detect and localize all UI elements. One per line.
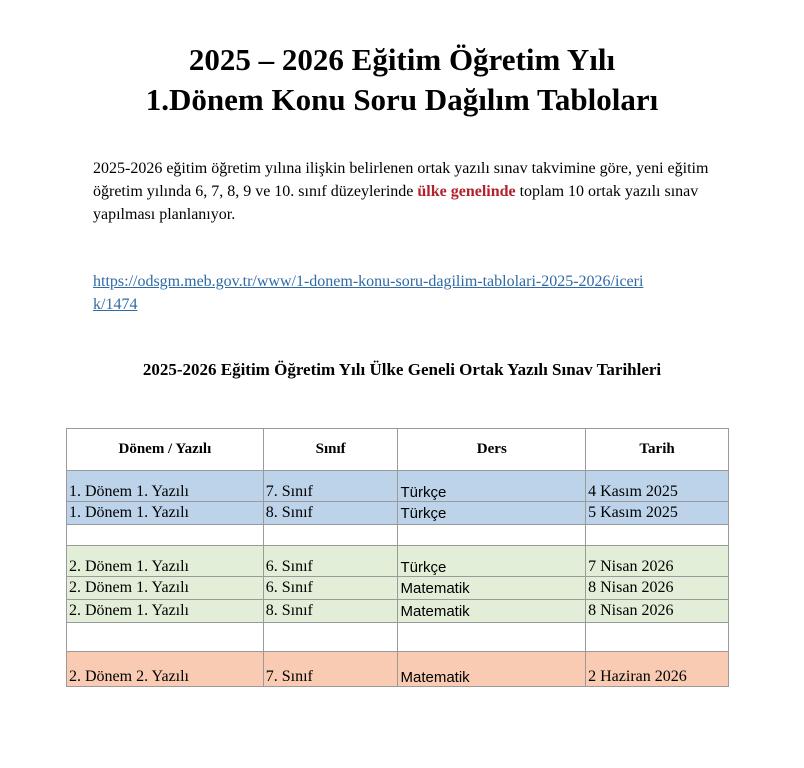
- cell-ders: Matematik: [398, 600, 586, 623]
- table-header-row: [67, 429, 729, 471]
- cell-ders: Matematik: [398, 652, 586, 687]
- cell-donem: 2. Dönem 1. Yazılı: [67, 546, 264, 577]
- intro-text-after: toplam 10 ortak yazılı sınav yapılması planlanıyor.: [93, 183, 699, 223]
- cell-ders: Matematik: [398, 577, 586, 600]
- cell-sinif: 8. Sınıf: [263, 502, 398, 525]
- table-row: [67, 600, 729, 623]
- cell-ders: Türkçe: [398, 502, 586, 525]
- table-row: [67, 577, 729, 600]
- title-line-1: 2025 – 2026 Eğitim Öğretim Yılı: [188, 42, 616, 77]
- cell-tarih: 8 Nisan 2026: [586, 600, 729, 623]
- page-title: [0, 40, 804, 120]
- table-row: [67, 502, 729, 525]
- cell-ders: Türkçe: [398, 471, 586, 502]
- cell-donem: 1. Dönem 1. Yazılı: [67, 471, 264, 502]
- table-spacer-row: [67, 623, 729, 652]
- cell-sinif: 6. Sınıf: [263, 546, 398, 577]
- exam-schedule-table: [66, 428, 729, 687]
- cell-sinif: 8. Sınıf: [263, 600, 398, 623]
- cell-donem: 2. Dönem 1. Yazılı: [67, 600, 264, 623]
- cell-ders: Türkçe: [398, 546, 586, 577]
- source-link[interactable]: https://odsgm.meb.gov.tr/www/1-donem-konu-soru-dagilim-tablolari-2025-2026/icerik/1474: [93, 273, 644, 313]
- table-row: [67, 546, 729, 577]
- cell-sinif: 7. Sınıf: [263, 471, 398, 502]
- cell-donem: 2. Dönem 1. Yazılı: [67, 577, 264, 600]
- table-spacer-row: [67, 525, 729, 546]
- header-donem: Dönem / Yazılı: [67, 429, 264, 471]
- table-row: [67, 471, 729, 502]
- intro-text-before: 2025-2026 eğitim öğretim yılına ilişkin belirlenen ortak yazılı sınav takvimine göre, yeni eğitim öğretim yılında 6, 7, 8, 9 ve 10. sınıf düzeylerinde: [93, 160, 709, 200]
- cell-tarih: 8 Nisan 2026: [586, 577, 729, 600]
- cell-tarih: 7 Nisan 2026: [586, 546, 729, 577]
- cell-donem: 1. Dönem 1. Yazılı: [67, 502, 264, 525]
- cell-tarih: 4 Kasım 2025: [586, 471, 729, 502]
- title-line-2: 1.Dönem Konu Soru Dağılım Tabloları: [145, 82, 659, 117]
- cell-donem: 2. Dönem 2. Yazılı: [67, 652, 264, 687]
- intro-highlight: ülke genelinde: [417, 183, 516, 200]
- header-ders: Ders: [398, 429, 586, 471]
- cell-tarih: 5 Kasım 2025: [586, 502, 729, 525]
- header-tarih: Tarih: [586, 429, 729, 471]
- intro-paragraph: [93, 157, 713, 226]
- cell-sinif: 6. Sınıf: [263, 577, 398, 600]
- table-title: 2025-2026 Eğitim Öğretim Yılı Ülke Geneli Ortak Yazılı Sınav Tarihleri: [142, 360, 662, 379]
- table-row: [67, 652, 729, 687]
- header-sinif: Sınıf: [263, 429, 398, 471]
- cell-sinif: 7. Sınıf: [263, 652, 398, 687]
- cell-tarih: 2 Haziran 2026: [586, 652, 729, 687]
